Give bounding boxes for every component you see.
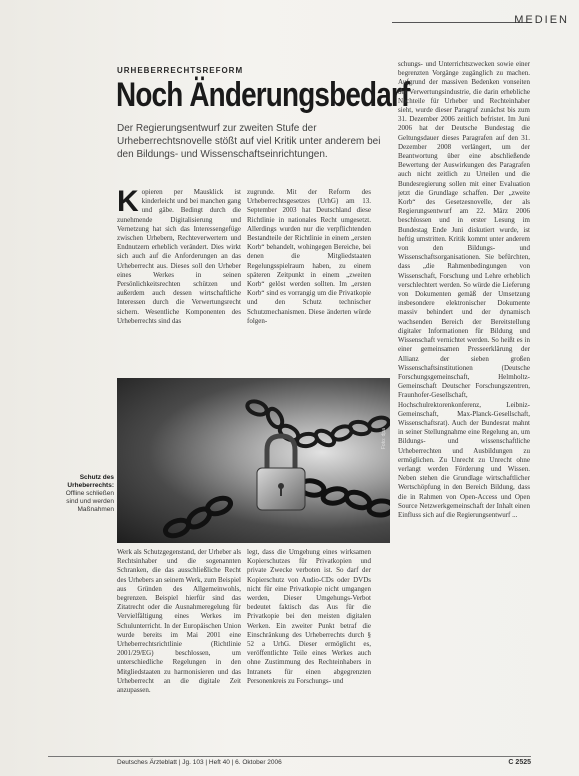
page-number: C 2525 (508, 759, 531, 766)
photo-credit: Foto: dpa (381, 428, 387, 450)
article-column-2 (247, 188, 371, 368)
footer-citation: Deutsches Ärzteblatt | Jg. 103 | Heft 40 | 6. Oktober 2006 (117, 759, 282, 766)
article-column-1-lower (117, 548, 241, 753)
column-1-text: opieren per Mausklick ist kinderleicht und bei manchen gang und gäbe. Bedingt durch die zunehmende Digitalisierung und Vernetzung hat sich das Interessengefüge zwischen Urhebern, Rechteverwertern und Endnutzern erheblich verändert. Dies wirkt sich auch auf die Anforderungen an das Urheberrecht aus. Dieses soll den Urheber eines Werkes in seinen Persönlichkeitsrechten schützen und außerdem auch dessen wirtschaftliche Interessen durch die Verwertungsrecht sichern. Wesentliche Komponenten des Urheberrechts sind das (117, 188, 241, 325)
section-label: MEDIEN (514, 14, 569, 26)
section-rule (392, 22, 531, 23)
caption-title: Schutz des Urheberrechts: (67, 474, 114, 489)
column-3-text: schungs- und Unterrichtszwecken sowie einer begrenzten Vorgänge zugänglich zu machen. Aufgrund der massiven Bedenken vonseiten der Verwertungsindustrie, die darin erhebliche Nachteile für Urheber und Rechteinhaber sieht, wurde dieser Paragraf zunächst bis zum 31. Dezember 2006 zeitlich befristet. Im Juni 2006 hat der Deutsche Bundestag die Geltungsdauer dieses Paragrafen auf den 31. Dezember 2008 verlängert, um der Beantwortung über eine abschließende Bewertung der Auswirkungen des Paragrafen auch nicht zeitlich zu Urteilen und die Bundesregierung sollen mit einer Evaluation jetzt die Grundlage schaffen. Der „zweite Korb“ des Gesetzesnovelle, der als Regierungsentwurf am 22. März 2006 beschlossen und in erster Lesung im Bundestag Ende Juni diskutiert wurde, ist heftig umstritten. Kritik kommt unter anderem von den Bildungs- und Wissenschaftsorganisationen. Sie befürchten, dass „die Rahmenbedingungen von Wissenschaft, Forschung und Lehre erheblich verschlechtert werden. So würde die Lieferung von Dokumenten gemäß der Umsetzung insbesondere elektronischer Dokumente massiv behindert und der dynamisch wachsenden Bereich der Bereitstellung digitaler Informationen für Bildung und Wissenschaft vernichtet werden. So heißt es in einer gemeinsamen Presseerklärung der Allianz der sieben großen Wissenschaftsinstitutionen (Deutsche Forschungsgemeinschaft, Helmholtz-Gemeinschaft Deutscher Forschungszentren, Fraunhofer-Gesellschaft, Hochschulrektorenkonferenz, Leibniz-Gemeinschaft, Max-Planck-Gesellschaft, Wissenschaftsrat). Auch der Bundesrat mahnt in seiner Stellungnahme eine Regelung an, um Bildungs- und wissenschaftliche Urheberrechten und Ausbildungen zu ermöglichen. Zu Unrecht zu Unrecht ohne verlangt werden Förderung und Wissen. Neben stehen die Grundlage wirtschaftlicher Wertschöpfung in den Bereich Bildung, dass die in Rahmen von Open-Access und Open Source Netzwerkgemeinschaft der Inhalt einen Einfluss sich auf die Regierungsentwurf ... (398, 60, 530, 519)
article-column-3 (398, 60, 530, 755)
column-2-lower-text: legt, dass die Umgehung eines wirksamen Kopierschutzes für Privatkopien und private Zwecke verboten ist. So darf der Kopierschutz von Audio-CDs oder DVDs nicht für eine Privatkopie nicht umgangen werden, Dieser Umgehungs-Verbot bedeutet faktisch das Aus für die Privatkopie bei den meisten digitalen Werken. Ein zweiter Punkt betraf die Einschränkung des Urheberrechts durch § 52 a UrhG. Dieser ermöglicht es, veröffentlichte Teile eines Werkes auch ohne Zustimmung des Rechteinhabers in Intranets für einen abgegrenzten Personenkreis zu Forschungs- und (247, 548, 371, 685)
article-headline: Noch Änderungsbedarf (116, 76, 410, 114)
article-column-2-lower (247, 548, 371, 753)
article-column-1 (117, 188, 241, 376)
photo-caption (52, 474, 114, 514)
article-photo (117, 378, 390, 543)
drop-cap: K (117, 188, 139, 218)
caption-text: Offline schließen sind und werden Maßnahmen (65, 490, 114, 513)
column-1-lower-text: Werk als Schutzgegenstand, der Urheber als Rechtsinhaber und die sogenannten Schranken, die das ausschließliche Recht des Urhebers an seinem Werk, zum Beispiel aus Gründen des Allgemeinwohls, begrenzen. Beispiel hierfür sind das Zitatrecht oder die Ausnahmeregelung für Vervielfältigung eines Werkes im Schulunterricht. In der Europäischen Union wurde bereits im Mai 2001 eine Urheberrechtsrichtlinie (Richtlinie 2001/29/EG) beschlossen, um unterschiedliche Regelungen in den Mitgliedstaaten zu harmonisieren und das Urheberrecht an die digitale Zeit anzupassen. (117, 548, 241, 695)
article-deck: Der Regierungsentwurf zur zweiten Stufe der Urheberrechtsnovelle stößt auf viel Kritik unter anderem bei den Bildungs- und Wissenschaftseinrichtungen. (117, 123, 381, 160)
article-kicker: URHEBERRECHTSREFORM (117, 66, 244, 75)
column-2-text: zugrunde. Mit der Reform des Urheberrechtsgesetzes (UrhG) am 13. September 2003 hat Deutschland diese Richtlinie in nationales Recht umgesetzt. Allerdings wurden nur die verpflichtenden Bestandteile der Richtlinie in einem „ersten Korb“ behandelt, wohingegen Bereiche, bei denen die Mitgliedstaaten Regelungsspielraum haben, zu einem späteren Zeitpunkt in einem „zweiten Korb“ gelöst werden sollten. Im „ersten Korb“ sind es vorrangig um die Privatkopie und den Schutz technischer Schutzmechanismen. Diese änderten würde folgen- (247, 188, 371, 325)
footer-rule (48, 756, 531, 757)
padlock-chain-icon (117, 378, 390, 543)
